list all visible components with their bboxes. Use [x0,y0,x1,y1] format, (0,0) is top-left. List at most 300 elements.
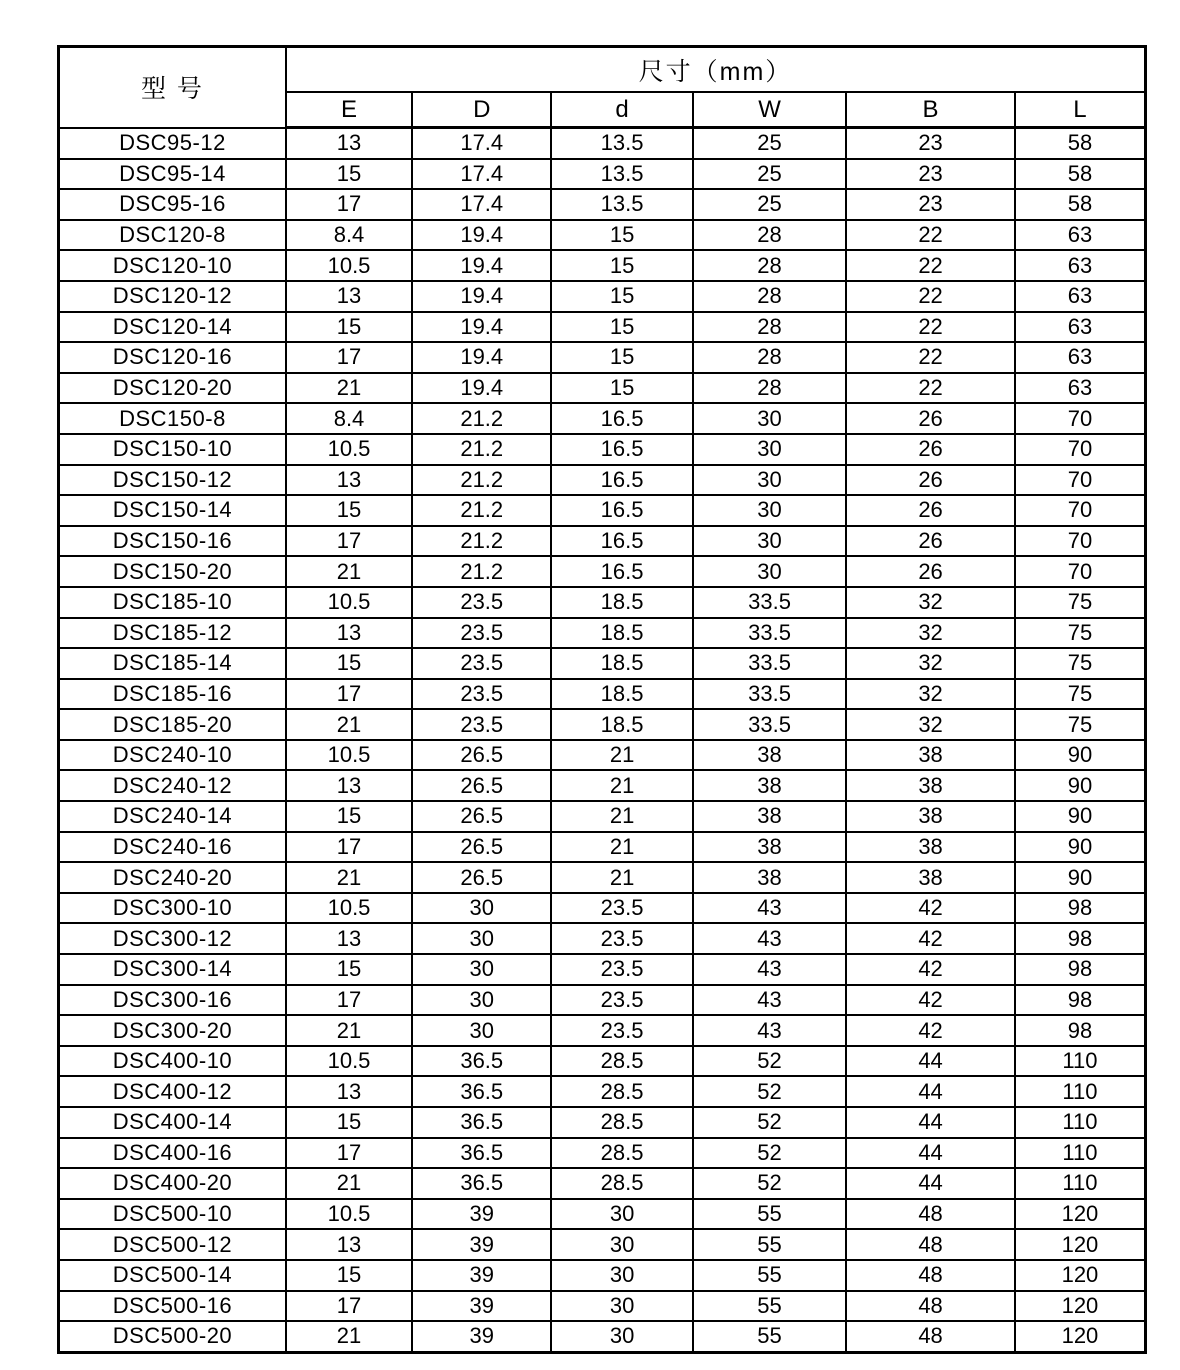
cell-d: 16.5 [551,465,692,496]
cell-W: 52 [693,1138,846,1169]
cell-E: 10.5 [286,740,412,771]
cell-model: DSC400-14 [59,1107,286,1138]
cell-model: DSC500-20 [59,1321,286,1352]
cell-B: 22 [846,373,1015,404]
cell-d: 30 [551,1321,692,1352]
cell-E: 10.5 [286,587,412,618]
cell-model: DSC150-16 [59,526,286,557]
cell-W: 43 [693,923,846,954]
cell-B: 32 [846,648,1015,679]
cell-d: 21 [551,770,692,801]
cell-W: 52 [693,1107,846,1138]
cell-model: DSC120-14 [59,312,286,343]
cell-D: 39 [412,1199,551,1230]
cell-d: 23.5 [551,1015,692,1046]
cell-W: 33.5 [693,648,846,679]
cell-d: 16.5 [551,434,692,465]
cell-B: 23 [846,159,1015,190]
cell-model: DSC95-12 [59,128,286,159]
cell-E: 15 [286,312,412,343]
cell-model: DSC185-20 [59,709,286,740]
cell-D: 30 [412,1015,551,1046]
cell-model: DSC95-14 [59,159,286,190]
cell-E: 13 [286,1229,412,1260]
cell-L: 63 [1015,250,1146,281]
cell-B: 44 [846,1168,1015,1199]
cell-L: 90 [1015,740,1146,771]
cell-E: 13 [286,770,412,801]
cell-B: 32 [846,587,1015,618]
table-row [59,128,1146,159]
cell-L: 63 [1015,312,1146,343]
cell-E: 21 [286,862,412,893]
table-row [59,1168,1146,1199]
cell-D: 26.5 [412,740,551,771]
cell-L: 70 [1015,434,1146,465]
table-row [59,526,1146,557]
cell-D: 23.5 [412,618,551,649]
cell-model: DSC185-10 [59,587,286,618]
cell-L: 70 [1015,495,1146,526]
cell-D: 23.5 [412,709,551,740]
cell-L: 120 [1015,1321,1146,1352]
table-row [59,770,1146,801]
cell-d: 15 [551,250,692,281]
cell-B: 48 [846,1229,1015,1260]
cell-model: DSC150-14 [59,495,286,526]
cell-B: 26 [846,465,1015,496]
column-header-D: D [412,92,551,128]
cell-D: 21.2 [412,403,551,434]
cell-E: 13 [286,618,412,649]
cell-L: 75 [1015,648,1146,679]
cell-d: 28.5 [551,1138,692,1169]
cell-B: 26 [846,526,1015,557]
cell-E: 17 [286,1291,412,1322]
cell-E: 15 [286,159,412,190]
cell-d: 23.5 [551,985,692,1016]
cell-model: DSC300-10 [59,893,286,924]
cell-model: DSC150-12 [59,465,286,496]
table-row [59,1199,1146,1230]
cell-E: 15 [286,1260,412,1291]
cell-L: 63 [1015,220,1146,251]
cell-d: 15 [551,373,692,404]
cell-L: 63 [1015,373,1146,404]
cell-E: 13 [286,281,412,312]
cell-d: 21 [551,832,692,863]
table-row [59,1321,1146,1352]
cell-E: 10.5 [286,1046,412,1077]
cell-model: DSC400-12 [59,1076,286,1107]
cell-d: 15 [551,220,692,251]
cell-B: 42 [846,985,1015,1016]
cell-B: 38 [846,770,1015,801]
table-row [59,648,1146,679]
cell-B: 44 [846,1076,1015,1107]
cell-B: 22 [846,342,1015,373]
cell-D: 19.4 [412,250,551,281]
cell-E: 17 [286,342,412,373]
table-row [59,1138,1146,1169]
cell-E: 10.5 [286,1199,412,1230]
cell-B: 26 [846,403,1015,434]
cell-L: 70 [1015,556,1146,587]
table-row [59,832,1146,863]
cell-d: 16.5 [551,556,692,587]
cell-d: 18.5 [551,709,692,740]
table-header [59,47,1146,128]
cell-d: 13.5 [551,189,692,220]
cell-L: 70 [1015,465,1146,496]
cell-B: 22 [846,281,1015,312]
cell-L: 110 [1015,1107,1146,1138]
cell-W: 30 [693,495,846,526]
table-row [59,373,1146,404]
table-row [59,985,1146,1016]
cell-W: 33.5 [693,679,846,710]
cell-W: 38 [693,740,846,771]
cell-D: 21.2 [412,465,551,496]
cell-B: 48 [846,1260,1015,1291]
table-row [59,954,1146,985]
cell-B: 48 [846,1291,1015,1322]
table-row [59,1046,1146,1077]
cell-B: 44 [846,1046,1015,1077]
cell-E: 17 [286,679,412,710]
cell-E: 10.5 [286,893,412,924]
cell-W: 28 [693,250,846,281]
cell-B: 48 [846,1199,1015,1230]
cell-L: 75 [1015,587,1146,618]
cell-model: DSC150-8 [59,403,286,434]
cell-L: 120 [1015,1199,1146,1230]
table-row [59,189,1146,220]
cell-W: 43 [693,985,846,1016]
cell-L: 98 [1015,1015,1146,1046]
table-row [59,495,1146,526]
cell-d: 16.5 [551,526,692,557]
cell-D: 21.2 [412,556,551,587]
cell-d: 21 [551,740,692,771]
cell-E: 17 [286,832,412,863]
cell-W: 38 [693,862,846,893]
cell-E: 21 [286,709,412,740]
cell-D: 19.4 [412,373,551,404]
cell-model: DSC240-10 [59,740,286,771]
cell-W: 43 [693,893,846,924]
cell-D: 36.5 [412,1076,551,1107]
cell-E: 21 [286,1321,412,1352]
cell-E: 10.5 [286,434,412,465]
cell-D: 19.4 [412,220,551,251]
table-row [59,893,1146,924]
cell-B: 32 [846,618,1015,649]
cell-d: 23.5 [551,893,692,924]
cell-D: 21.2 [412,434,551,465]
cell-D: 30 [412,923,551,954]
cell-E: 13 [286,465,412,496]
cell-model: DSC240-16 [59,832,286,863]
cell-L: 58 [1015,128,1146,159]
cell-d: 16.5 [551,495,692,526]
table-row [59,587,1146,618]
cell-B: 48 [846,1321,1015,1352]
cell-d: 15 [551,281,692,312]
cell-d: 15 [551,342,692,373]
table-row [59,434,1146,465]
cell-model: DSC300-20 [59,1015,286,1046]
table-row [59,679,1146,710]
cell-E: 13 [286,923,412,954]
table-row [59,1076,1146,1107]
cell-W: 30 [693,465,846,496]
cell-D: 39 [412,1321,551,1352]
cell-D: 17.4 [412,189,551,220]
cell-model: DSC400-10 [59,1046,286,1077]
cell-D: 19.4 [412,312,551,343]
column-header-W: W [693,92,846,128]
cell-B: 23 [846,189,1015,220]
cell-W: 30 [693,526,846,557]
cell-W: 43 [693,954,846,985]
cell-E: 10.5 [286,250,412,281]
cell-d: 30 [551,1199,692,1230]
cell-L: 98 [1015,985,1146,1016]
cell-D: 26.5 [412,801,551,832]
table-row [59,923,1146,954]
cell-E: 21 [286,556,412,587]
cell-L: 110 [1015,1046,1146,1077]
cell-E: 15 [286,495,412,526]
cell-B: 42 [846,923,1015,954]
cell-D: 26.5 [412,832,551,863]
cell-L: 75 [1015,679,1146,710]
header-row-top [59,47,1146,93]
cell-D: 36.5 [412,1046,551,1077]
cell-D: 17.4 [412,128,551,159]
cell-W: 25 [693,128,846,159]
cell-D: 30 [412,954,551,985]
cell-D: 39 [412,1229,551,1260]
cell-model: DSC300-16 [59,985,286,1016]
cell-d: 21 [551,862,692,893]
cell-d: 23.5 [551,923,692,954]
cell-W: 25 [693,189,846,220]
column-header-E: E [286,92,412,128]
cell-W: 33.5 [693,587,846,618]
table-row [59,342,1146,373]
cell-B: 38 [846,862,1015,893]
cell-E: 15 [286,954,412,985]
cell-L: 110 [1015,1076,1146,1107]
cell-model: DSC120-10 [59,250,286,281]
cell-L: 90 [1015,770,1146,801]
cell-E: 21 [286,1168,412,1199]
cell-L: 110 [1015,1168,1146,1199]
cell-B: 38 [846,801,1015,832]
cell-model: DSC150-20 [59,556,286,587]
cell-W: 33.5 [693,618,846,649]
cell-model: DSC300-12 [59,923,286,954]
table-row [59,1291,1146,1322]
table-row [59,220,1146,251]
cell-D: 23.5 [412,679,551,710]
cell-W: 38 [693,801,846,832]
cell-model: DSC400-20 [59,1168,286,1199]
cell-W: 25 [693,159,846,190]
cell-D: 19.4 [412,342,551,373]
cell-B: 38 [846,740,1015,771]
cell-L: 120 [1015,1291,1146,1322]
cell-D: 26.5 [412,770,551,801]
table-row [59,281,1146,312]
cell-B: 22 [846,312,1015,343]
spec-table-container [57,45,1147,1354]
cell-W: 28 [693,373,846,404]
cell-B: 22 [846,220,1015,251]
cell-model: DSC240-12 [59,770,286,801]
cell-d: 23.5 [551,954,692,985]
cell-B: 26 [846,495,1015,526]
cell-model: DSC500-10 [59,1199,286,1230]
cell-L: 98 [1015,923,1146,954]
cell-L: 98 [1015,893,1146,924]
cell-B: 42 [846,1015,1015,1046]
cell-B: 22 [846,250,1015,281]
cell-W: 55 [693,1260,846,1291]
cell-D: 21.2 [412,526,551,557]
cell-W: 55 [693,1321,846,1352]
cell-d: 21 [551,801,692,832]
cell-E: 17 [286,985,412,1016]
table-row [59,159,1146,190]
cell-W: 28 [693,220,846,251]
cell-E: 17 [286,1138,412,1169]
cell-model: DSC185-12 [59,618,286,649]
cell-W: 28 [693,342,846,373]
cell-d: 28.5 [551,1046,692,1077]
cell-model: DSC185-14 [59,648,286,679]
cell-E: 21 [286,1015,412,1046]
cell-W: 28 [693,281,846,312]
cell-model: DSC150-10 [59,434,286,465]
cell-L: 70 [1015,403,1146,434]
table-row [59,618,1146,649]
cell-model: DSC120-16 [59,342,286,373]
cell-model: DSC400-16 [59,1138,286,1169]
table-row [59,709,1146,740]
cell-W: 52 [693,1168,846,1199]
cell-d: 28.5 [551,1107,692,1138]
cell-W: 52 [693,1046,846,1077]
cell-D: 19.4 [412,281,551,312]
cell-model: DSC95-16 [59,189,286,220]
cell-model: DSC240-20 [59,862,286,893]
cell-B: 44 [846,1107,1015,1138]
cell-L: 98 [1015,954,1146,985]
cell-W: 33.5 [693,709,846,740]
cell-D: 23.5 [412,587,551,618]
cell-model: DSC300-14 [59,954,286,985]
cell-W: 43 [693,1015,846,1046]
cell-L: 90 [1015,832,1146,863]
cell-d: 30 [551,1260,692,1291]
cell-model: DSC500-12 [59,1229,286,1260]
cell-D: 36.5 [412,1107,551,1138]
cell-W: 30 [693,556,846,587]
cell-E: 13 [286,128,412,159]
cell-W: 28 [693,312,846,343]
cell-d: 30 [551,1291,692,1322]
table-row [59,1107,1146,1138]
cell-D: 26.5 [412,862,551,893]
cell-L: 70 [1015,526,1146,557]
cell-model: DSC185-16 [59,679,286,710]
cell-E: 8.4 [286,403,412,434]
cell-B: 32 [846,709,1015,740]
cell-model: DSC500-16 [59,1291,286,1322]
cell-W: 55 [693,1229,846,1260]
cell-B: 42 [846,893,1015,924]
cell-D: 36.5 [412,1138,551,1169]
table-row [59,556,1146,587]
cell-E: 8.4 [286,220,412,251]
cell-W: 30 [693,434,846,465]
cell-model: DSC500-14 [59,1260,286,1291]
cell-D: 23.5 [412,648,551,679]
cell-B: 42 [846,954,1015,985]
cell-d: 28.5 [551,1168,692,1199]
cell-E: 13 [286,1076,412,1107]
cell-d: 18.5 [551,648,692,679]
cell-d: 13.5 [551,159,692,190]
cell-E: 15 [286,648,412,679]
cell-L: 90 [1015,801,1146,832]
size-group-header: 尺寸（mm） [286,47,1146,93]
cell-W: 55 [693,1199,846,1230]
cell-d: 18.5 [551,587,692,618]
cell-L: 120 [1015,1260,1146,1291]
cell-W: 30 [693,403,846,434]
table-row [59,465,1146,496]
cell-W: 38 [693,832,846,863]
table-row [59,403,1146,434]
cell-E: 15 [286,801,412,832]
cell-B: 23 [846,128,1015,159]
cell-B: 44 [846,1138,1015,1169]
table-row [59,250,1146,281]
column-header-d: d [551,92,692,128]
table-row [59,1015,1146,1046]
cell-model: DSC240-14 [59,801,286,832]
cell-d: 13.5 [551,128,692,159]
table-row [59,1260,1146,1291]
cell-W: 38 [693,770,846,801]
cell-B: 38 [846,832,1015,863]
cell-B: 32 [846,679,1015,710]
cell-E: 15 [286,1107,412,1138]
cell-D: 30 [412,985,551,1016]
cell-L: 58 [1015,189,1146,220]
cell-model: DSC120-12 [59,281,286,312]
cell-L: 120 [1015,1229,1146,1260]
cell-D: 39 [412,1260,551,1291]
column-header-L: L [1015,92,1146,128]
cell-L: 63 [1015,342,1146,373]
table-row [59,740,1146,771]
cell-d: 16.5 [551,403,692,434]
